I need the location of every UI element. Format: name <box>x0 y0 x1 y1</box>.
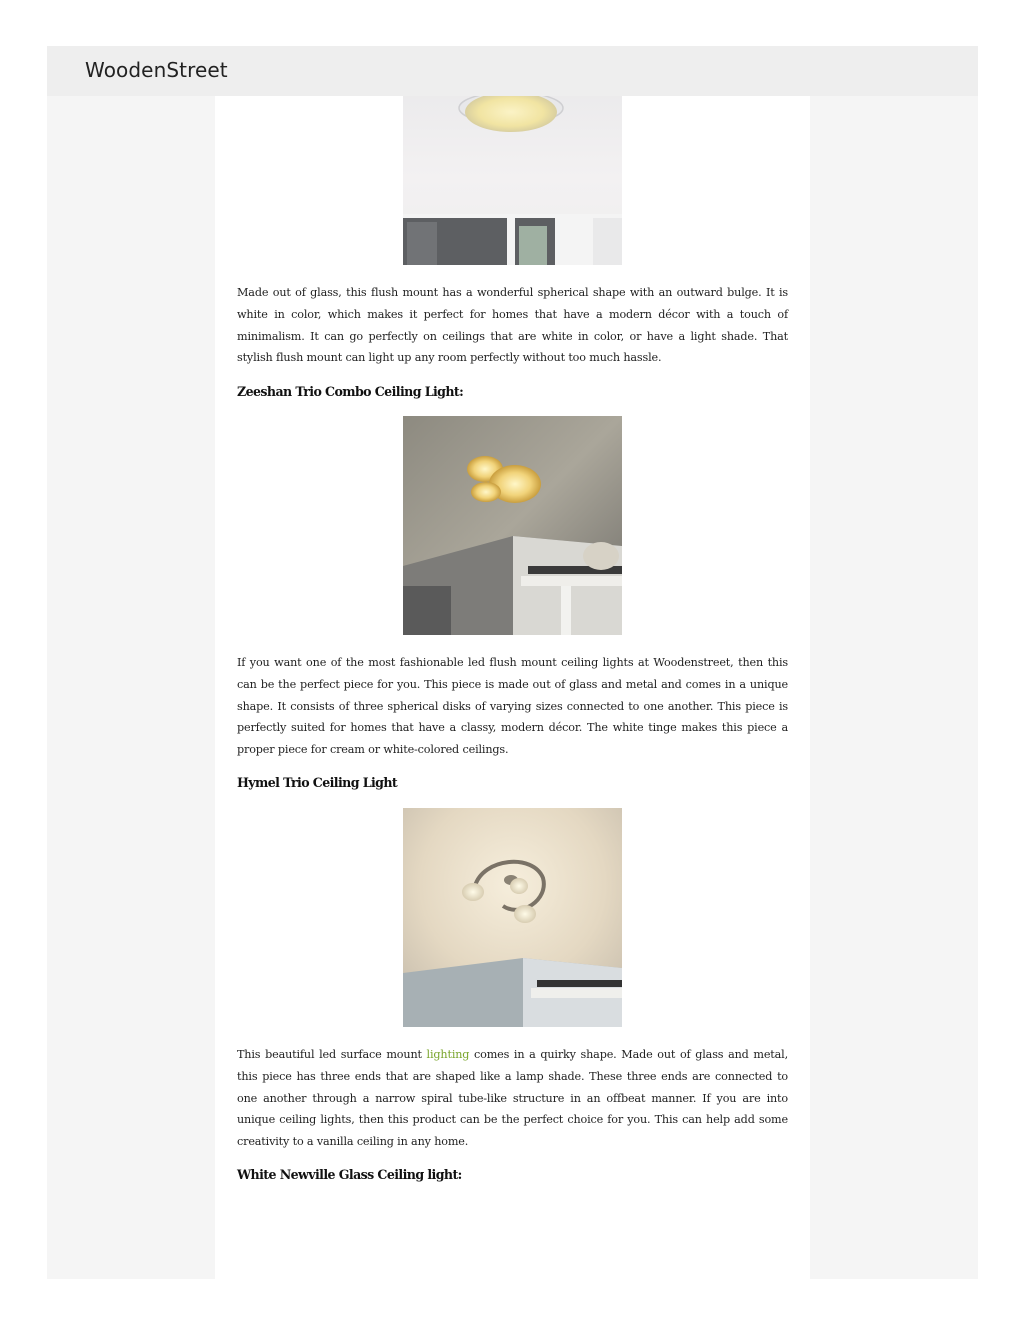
zeeshan-paragraph: If you want one of the most fashionable led flush mount ceiling lights at Woodenstreet, then this can be the perfect piece for you. This piece is made out of glass and metal and comes in a unique shape. It consists of three spherical disks of varying sizes connected to one another. This piece is perfectly suited for homes that have a classy, modern décor. The white tinge makes this piece a proper piece for cream or white-colored ceilings. <box>237 656 788 757</box>
article-content <box>215 96 810 1279</box>
newville-heading: White Newville Glass Ceiling light: <box>237 1167 462 1182</box>
hymel-paragraph <box>237 1044 788 1153</box>
hymel-paragraph-start: This beautiful led surface mount <box>237 1048 427 1061</box>
zeeshan-heading: Zeeshan Trio Combo Ceiling Light: <box>237 384 464 399</box>
zeeshan-trio-light-image <box>403 416 622 635</box>
intro-paragraph: Made out of glass, this flush mount has a wonderful spherical shape with an outward bulge. It is white in color, which makes it perfect for homes that have a modern décor with a touch of minimalism. It can go perfectly on ceilings that are white in color, or have a light shade. That stylish flush mount can light up any room perfectly without too much hassle. <box>237 286 788 365</box>
lighting-link[interactable]: lighting <box>426 1048 470 1061</box>
hymel-heading: Hymel Trio Ceiling Light <box>237 775 398 790</box>
hymel-trio-light-image <box>403 808 622 1027</box>
brand-logo-text[interactable]: WoodenStreet <box>85 58 228 82</box>
hymel-paragraph-end: comes in a quirky shape. Made out of glass and metal, this piece has three ends that are shaped like a lamp shade. These three ends are connected to one another through a narrow spiral tube-like structure in an offbeat manner. If you are into unique ceiling lights, then this product can be the perfect choice for you. This can help add some creativity to a vanilla ceiling in any home. <box>237 1048 789 1149</box>
site-header <box>47 46 978 96</box>
